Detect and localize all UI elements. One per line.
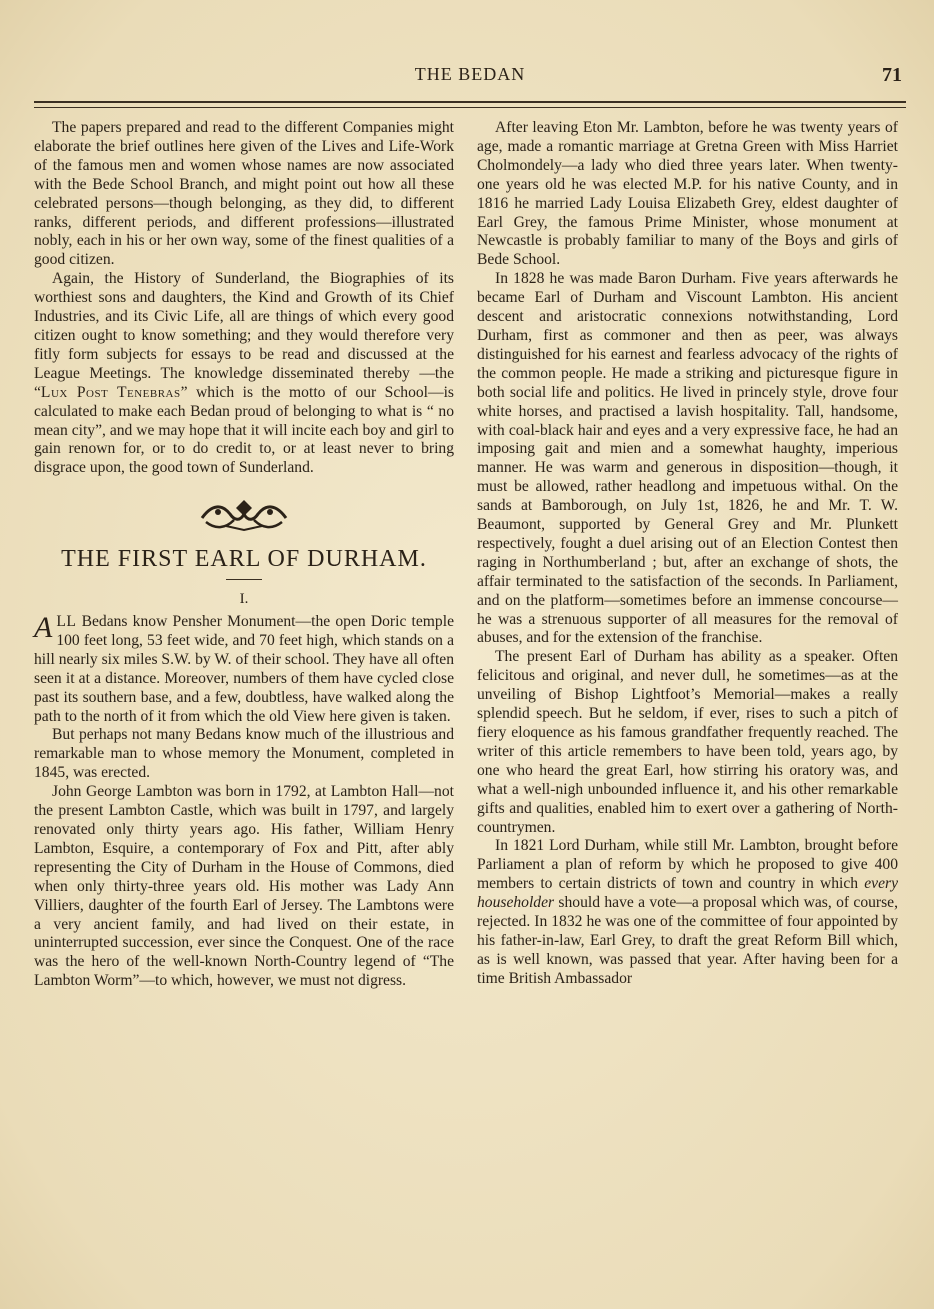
header-rule-thick	[34, 101, 906, 103]
paragraph: John George Lambton was born in 1792, at Lambton Hall—not the present Lambton Castle, which was built in 1797, and largely renovated only thirty years ago. His father, William Henry Lambton, Esquire, a contemporary of Fox and Pitt, after ably representing the City of Durham in the House of Commons, died when only thirty-three years old. His mother was Lady Ann Villiers, daughter of the fourth Earl of Jersey. The Lambtons were a very ancient family, and had lived on their estate, in uninterrupted succession, ever since the Conquest. One of the race was the hero of the well-known North-Country legend of “The Lambton Worm”—to which, however, we must not digress.	[34, 783, 454, 990]
paragraph: After leaving Eton Mr. Lambton, before he was twenty years of age, made a romantic marriage at Gretna Green with Miss Harriet Cholmondely—a lady who died three years later. When twenty-one years old he was elected M.P. for his native County, and in 1816 he married Lady Louisa Elizabeth Grey, eldest daughter of Earl Grey, the famous Prime Minister, whose monument at Newcastle is probably familiar to many of the Boys and girls of Bede School.	[477, 119, 898, 269]
left-column	[34, 119, 454, 991]
paragraph	[34, 613, 454, 726]
paragraph	[477, 837, 898, 988]
text-run: In 1821 Lord Durham, while still Mr. Lambton, brought before Parliament a plan of reform by which he proposed to give 400 members to certain districts of town and country in which	[477, 837, 898, 893]
paragraph: In 1828 he was made Baron Durham. Five years afterwards he became Earl of Durham and Viscount Lambton. His ancient descent and aristocratic connexions notwithstanding, Lord Durham, first as commoner and then as peer, was always distinguished for his earnest and fearless advocacy of the rights of the common people. He made a striking and picturesque figure in both social life and politics. He lived in princely style, drove four white horses, and practised a lavish hospitality. Tall, handsome, with coal-black hair and eyes and a very expressive face, he had an imposing gait and mien and a somewhat haughty, imperious manner. He was warm and generous in disposition—though, it must be allowed, rather headlong and impetuous withal. On the sands at Bamborough, on July 1st, 1826, he and Mr. T. W. Beaumont, supported by General Grey and Mr. Plunkett respectively, fought a duel arising out of an Election Contest then raging in Northumberland ; but, after an exchange of shots, the affair terminated to the satisfaction of the seconds. In Parliament, and on the platform—sometimes before an immense concourse—he was a strenuous supporter of all measures for the removal of abuses, and for the extension of the franchise.	[477, 270, 898, 647]
paragraph: But perhaps not many Bedans know much of the illustrious and remarkable man to whose memory the Monument, completed in 1845, was erected.	[34, 726, 454, 782]
paragraph	[34, 270, 454, 478]
page-number: 71	[882, 64, 902, 86]
text-run: should have a vote—a proposal which was, of course, rejected. In 1832 he was one of the committee of four appointed by his father-in-law, Earl Grey, to draft the great Reform Bill which, as is well known, was passed that year. After having been for a time British Ambassador	[477, 894, 898, 987]
school-motto: Lux Post Tenebras	[40, 383, 181, 401]
journal-title: THE BEDAN	[414, 64, 526, 84]
drop-cap: A	[34, 611, 53, 645]
text-run: Again, the History of Sunderland, the Biographies of its worthiest sons and daughters, the Kind and Growth of its Chief Industries, and its Civic Life, all are things of which every good citizen ought to know something; and they would therefore very fitly form subjects for essays to be read and discussed at the League Meetings. The knowledge disseminated thereby —the “	[34, 270, 454, 401]
text-run: Bedans know Pensher Monument—the open Doric temple 100 feet long, 53 feet wide, and 70 feet high, which stands on a hill nearly six miles S.W. by W. of their school. They have all often seen it at a distance. Moreover, numbers of them have cycled close past its southern base, and a few, doubtless, have walked along the path to the north of it from which the old View here given is taken.	[34, 613, 454, 725]
lead-word: LL	[56, 613, 77, 631]
title-rule	[226, 579, 262, 580]
right-column	[477, 119, 898, 989]
article-title: THE FIRST EARL OF DURHAM.	[61, 546, 427, 573]
decorative-ornament-icon	[34, 496, 454, 536]
text-run: ” which is the motto of our School—is calculated to make each Bedan proud of belonging to what is “ no mean city”, and we may hope that it will incite each boy and girl to gain renown for, or to do credit to, or at least never to bring disgrace upon, the good town of Sunderland.	[34, 383, 454, 477]
running-header	[34, 64, 906, 90]
section-numeral: I.	[239, 591, 249, 608]
emphasis: every householder	[477, 875, 898, 912]
paragraph: The papers prepared and read to the different Companies might elaborate the brief outlines here given of the Lives and Life-Work of the famous men and women whose names are now associated with the Bede School Branch, and might point out how all these celebrated persons—though belonging, as they did, to different ranks, different periods, and different professions—illustrated nobly, each in his or her own way, some of the finest qualities of a good citizen.	[34, 119, 454, 269]
header-rule-thin	[34, 107, 906, 108]
paragraph: The present Earl of Durham has ability as a speaker. Often felicitous and original, and never dull, he sometimes—as at the unveiling of Bishop Lightfoot’s Memorial—makes a really splendid speech. But he seldom, if ever, rises to such a pitch of fiery eloquence as his famous grandfather frequently reached. The writer of this article remembers to have been told, years ago, by one who heard the great Earl, how stirring his oratory was, and what a well-nigh unbounded influence it, and his other remarkable gifts and qualities, enabled him to exert over a gathering of North-countrymen.	[477, 648, 898, 836]
